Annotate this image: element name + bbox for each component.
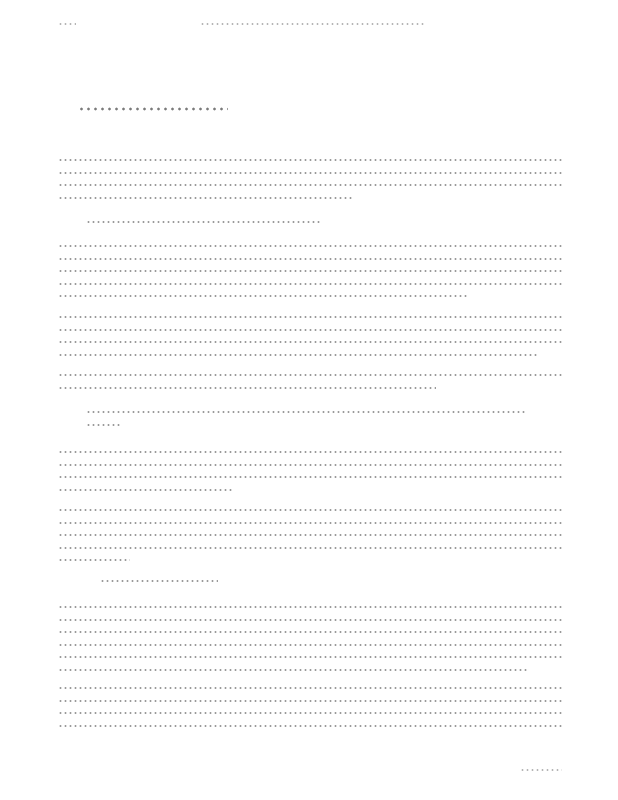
subheading — [86, 406, 546, 431]
paragraph — [58, 682, 563, 732]
paragraph — [58, 369, 563, 394]
paragraph — [58, 154, 563, 204]
paragraph — [58, 504, 563, 567]
paragraph — [58, 240, 563, 303]
subheading — [86, 216, 546, 229]
paragraph — [58, 446, 563, 496]
paragraph — [58, 311, 563, 361]
document-heading — [78, 106, 228, 112]
paragraph — [58, 601, 563, 676]
